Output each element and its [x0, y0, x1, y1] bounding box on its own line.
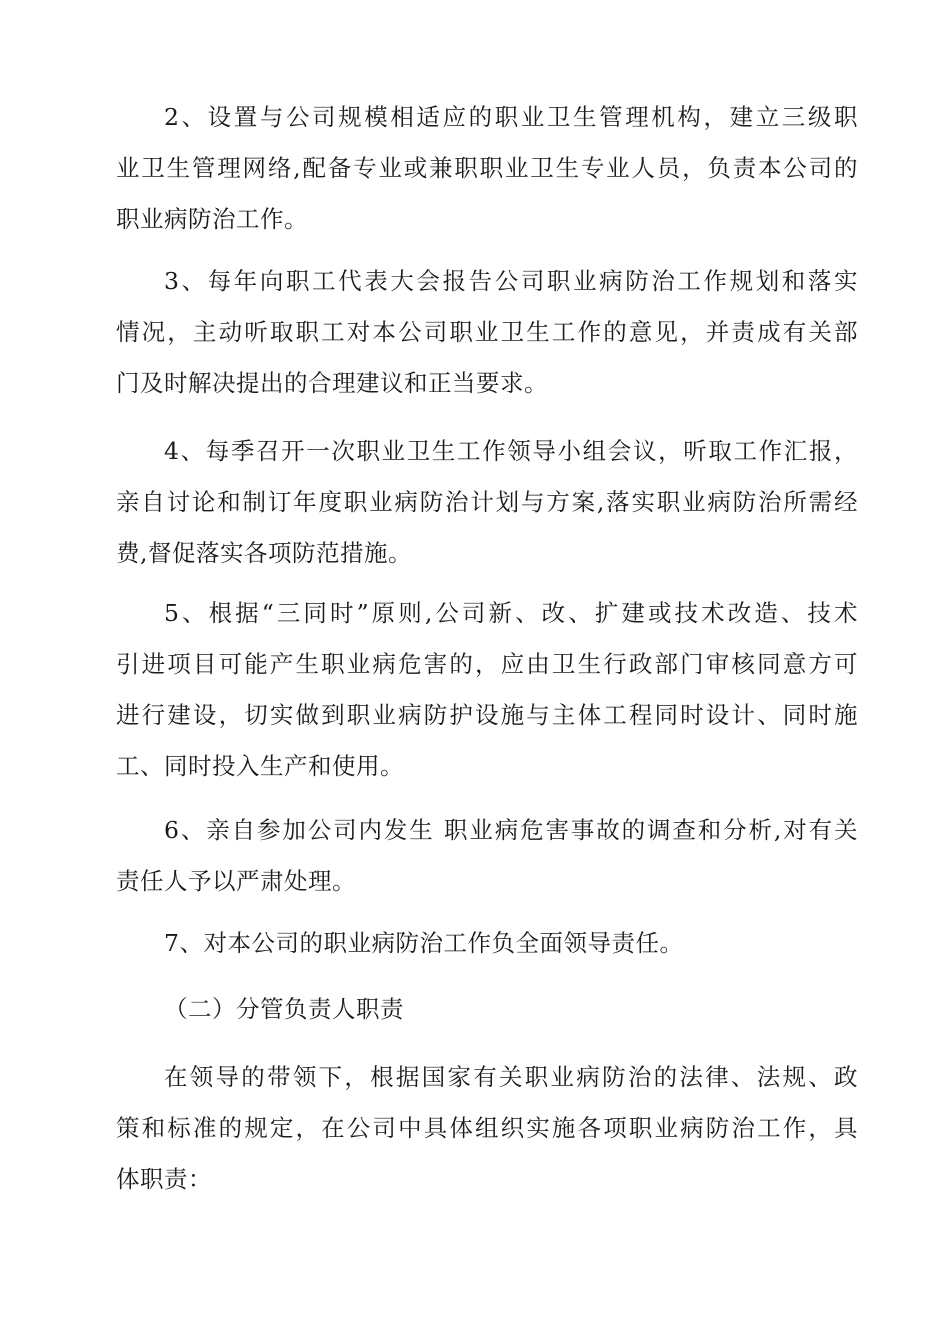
- text-line: 在领导的带领下，根据国家有关职业病防治的法律、法规、政: [164, 1063, 858, 1091]
- text-line: 情况，主动听取职工对本公司职业卫生工作的意见，并责成有关部: [116, 318, 858, 346]
- text-line: 业卫生管理网络,配备专业或兼职职业卫生专业人员，负责本公司的: [116, 154, 858, 182]
- text-line: 6、亲自参加公司内发生 职业病危害事故的调查和分析,对有关: [164, 816, 858, 844]
- text-line: 费,督促落实各项防范措施。: [116, 539, 412, 567]
- text-line: 职业病防治工作。: [116, 205, 308, 233]
- text-line: 2、设置与公司规模相适应的职业卫生管理机构，建立三级职: [164, 103, 858, 131]
- text-line: 3、每年向职工代表大会报告公司职业病防治工作规划和落实: [164, 267, 858, 295]
- text-line: 工、同时投入生产和使用。: [116, 752, 404, 780]
- text-line: 4、每季召开一次职业卫生工作领导小组会议，听取工作汇报，: [164, 437, 858, 465]
- text-line: 责任人予以严肃处理。: [116, 867, 356, 895]
- heading-text: （二）分管负责人职责: [164, 995, 404, 1023]
- text-line: 7、对本公司的职业病防治工作负全面领导责任。: [164, 929, 684, 957]
- text-line: 体职责：: [116, 1165, 212, 1193]
- text-line: 亲自讨论和制订年度职业病防治计划与方案,落实职业病防治所需经: [116, 488, 858, 516]
- text-line: 策和标准的规定，在公司中具体组织实施各项职业病防治工作，具: [116, 1114, 858, 1142]
- text-line: 门及时解决提出的合理建议和正当要求。: [116, 369, 548, 397]
- text-line: 进行建设，切实做到职业病防护设施与主体工程同时设计、同时施: [116, 701, 858, 729]
- text-line: 5、根据“三同时”原则,公司新、改、扩建或技术改造、技术: [164, 599, 858, 627]
- text-line: 引进项目可能产生职业病危害的，应由卫生行政部门审核同意方可: [116, 650, 858, 678]
